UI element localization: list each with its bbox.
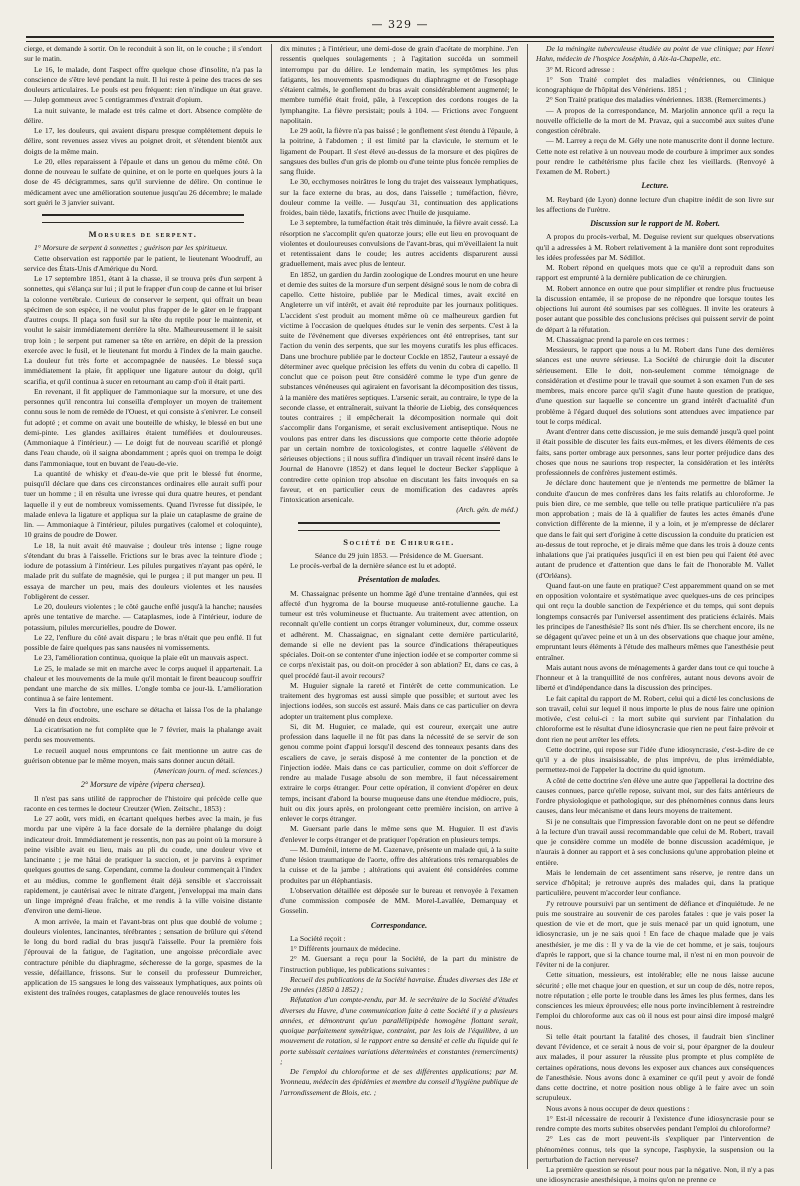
paragraph: cierge, et demande à sortir. On le reconduit à son lit, on le couche ; il s'endort sur le matin. <box>24 44 262 64</box>
paragraph: Cette doctrine, qui repose sur l'idée d'une idiosyncrasie, c'est-à-dire de ce qu'il y a de plus insaisissable, de plus imprévu, de plus irrémédiable, permettez-moi de l'appeler la doctrine du quid ignotum. <box>536 744 774 775</box>
section-separator <box>42 214 244 223</box>
paragraph: 2° Son Traité pratique des maladies vénériennes. 1838. (Remerciments.) <box>546 95 766 105</box>
paragraph: Si je ne consultais que l'impression favorable dont on ne peut se défendre à la lecture d'un travail aussi recommandable que celui de M. Robert, travail que je considère comme un modèle de bonne discussion académique, je n'aurais à donner au rapport et à ses conclusions qu'une approbation pleine et entière. <box>536 816 774 867</box>
paragraph: La quantité de whisky et d'eau-de-vie que prit le blessé fut énorme, puisqu'il déclare que dans ces circonstances ordinaires elle aurait suffi pour tuer un homme ; il en résulta une ivresse qui dura quatre heures, et pendant laquelle il y eut de nombreux vomissements. Quand l'ivresse fut dissipée, le malade enleva la ligature et appliqua sur la plaie un cataplasme de graine de lin. — Ammoniaque à l'intérieur, pilules purgatives (calomel et coloquinte), 10 grains de poudre de Dower. <box>24 468 262 540</box>
paragraph: Messieurs, le rapport que nous a lu M. Robert dans l'une des dernières séances est une œuvre sérieuse. La Société de chirurgie doit la discuter sérieusement. Elle le doit, non-seulement comme témoignage de considération et d'estime pour le travail que soumet à son examen l'un de ses membres, mais encore parce qu'il s'agit d'une haute question de pratique, d'une question sur laquelle se concentre un grand intérêt d'actualité d'un problème à l'égard duquel des solutions sont attendues avec impatience par tout le corps médical. <box>536 345 774 426</box>
paragraph: Le 17 septembre 1851, étant à la chasse, il se trouva près d'un serpent à sonnettes, qui s'élança sur lui ; il put le frapper d'un coup de canne et lui briser la colonne vertébrale. Curieux de conserver le serpent, qui offrait un beau spécimen de son espèce, il ne voulut plus frapper de le gâter en le frappant d'autres coups. Il plaça son fusil sur la tête du reptile pour le maintenir, et voulut le saisir immédiatement derrière la tête. Malheureusement il le saisit trop loin ; le serpent put ramener sa tête en arrière, en dépit de la pression exercée avec le fusil, et le lieutenant fut mordu à l'index de la main gauche. La douleur fut très forte et accompagnée de nausées. Le blessé suça immédiatement la plaie, fit appliquer une ligature autour du doigt, qu'il scarifia, et qu'il continua à sucer en retournant au camp d'où il était parti. <box>24 274 262 386</box>
paragraph: J'y retrouve poursuivi par un sentiment de défiance et d'inquiétude. Je ne puis me soustraire au souvenir de ces paroles fatales : que je vais poser la question de vie et de mort, que je suis menacé par un quid ignotum, une idiosyncrasie, un je ne sais quoi ! En face de chaque malade que je vais anesthésier, je me dis : Il y va de la vie de cet homme, et je sais, toujours d'après le rapport, que si la chance tourne mal, il n'est ni en mon pouvoir de l'éviter ni de la conjurer. <box>536 898 774 969</box>
paragraph: M. Huguier signale la rareté et l'intérêt de cette communication. Le traitement des hygromas est aussi simple que possible; et surtout avec les injections iodées, son succès est assuré. Mais dans ce cas particulier on devra adopter un traitement plus complexe. <box>280 680 518 721</box>
paragraph: Le 30, ecchymoses noirâtres le long du trajet des vaisseaux lymphatiques, sur la face externe du bras, au dos, dans l'aisselle ; tuméfaction, fièvre, douleur comme la veille. — Jusqu'au 31, continuation des applications froides, bain tiède, laxatifs, frictions avec l'huile de jusquiame. <box>280 177 518 217</box>
paragraph: Mais autant nous avons de ménagements à garder dans tout ce qui touche à l'honneur et à la tranquillité de nos confrères, autant nous devons avoir de liberté et d'indépendance dans la discussion des principes. <box>536 662 774 693</box>
paragraph: Le recueil auquel nous empruntons ce fait mentionne un autre cas de guérison obtenue par le même moyen, mais sans donner aucun détail. <box>24 745 262 765</box>
paragraph: Mais le lendemain de cet assentiment sans réserve, je rentre dans un service d'hôpital; je retrouve auprès des malades qui, dans la pratique particulière, peuvent m'accorder leur confiance. <box>536 867 774 898</box>
subheading: 2° Morsure de vipère (vipera chersea). <box>80 780 206 790</box>
paragraph: A propos du procès-verbal, M. Deguise revient sur quelques observations qu'il a adressées à M. Robert relativement à la manière dont sont reproduites les idées professées par M. Sédillot. <box>536 232 774 262</box>
paragraph: Le 17, les douleurs, qui avaient disparu presque complétement depuis le délire, sont revenues assez vives au poignet droit, et s'étendent bientôt aux doigts de la même main. <box>24 126 262 156</box>
page-number: — 329 — <box>371 18 429 31</box>
paragraph: — M. Duménil, interne de M. Cazenave, présente un malade qui, à la suite d'une lésion traumatique de l'aorte, offre des altérations très remarquables de la cuisse et de la jambe ; altérations qui avaient été considérées comme produites par un éléphantiasis. <box>280 844 518 885</box>
paragraph: Le 29 août, la fièvre n'a pas baissé ; le gonflement s'est étendu à l'épaule, à la poitrine, à l'abdomen ; il est limité par la clavicule, le sternum et le ligament de Poupart. Il s'est élevé au-dessus de la morsure et des piqûres de sangsues des bulles d'un gris de plomb ou d'une teinte plus foncée remplies de sang fluide. <box>280 126 518 176</box>
paragraph: La nuit suivante, le malade est très calme et dort. Absence complète de délire. <box>24 105 262 125</box>
paragraph: La première question se résout pour nous par la négative. Non, il n'y a pas une idiosyncrasie anesthésique, à moins qu'on ne prenne ce <box>536 1165 774 1185</box>
paragraph: De la méningite tuberculeuse étudiée au point de vue clinique; par Henri Hahn, médecin de l'hospice Joséphin, à Aix-la-Chapelle, etc. <box>536 44 774 64</box>
subheading: Correspondance. <box>370 920 428 930</box>
paragraph: Réfutation d'un compte-rendu, par M. le secrétaire de la Société d'études diverses du Havre, d'une communication faite à cette Société il y a plusieurs années, et démontrant qu'un parallélipipède homogène flottant serait, quoique parfaitement symétrique, contraint, par les lois de l'équilibre, à un mouvement de rotation, si le rapport entre sa densité et celle du liquide qui le porte subissait certaines variations déterminées et constantes (remerciments) ; <box>280 995 518 1066</box>
paragraph: En 1852, un gardien du Jardin zoologique de Londres mourut en une heure et demie des suites de la morsure d'un serpent désigné sous le nom de cobra di capello. Cette histoire, publiée par le Medical times, avait excité en Angleterre un vif intérêt, et avait été reproduite par les journaux politiques. L'accident s'est produit au moment même où ce malheureux gardien fut victime à l'occasion de quelques études sur le venin des serpents. C'est à la suite de l'événement que diverses expériences ont été entreprises, tant sur l'action du venin des serpents, que sur les moyens curatifs les plus efficaces. Dans une brochure publiée par le docteur Cockle en 1852, l'auteur a essayé de déterminer avec quelque précision les effets du venin du cobra di capello. Il conclut que ce poison peut être considéré comme le type d'un genre de substances vénéneuses qui agiraient en favorisant la décomposition des tissus, à la manière des matières septiques. L'arsenic serait, au contraire, le type de la seconde classe, et entraînerait, suivant la théorie de Liebig, des conséquences toutes contraires ; il empêcherait la décomposition normale qui doit s'accomplir dans l'organisme, et serait exclusivement antiseptique. Nous ne voulons pas entrer dans les discussions que comporte cette théorie adoptée par un certain nombre de toxicologistes, et contre laquelle s'élèvent de sérieuses objections ; il nous suffira d'indiquer un travail récent inséré dans le Journal de Hanovre (1852) et dans lequel le docteur Becker s'applique à contredire cette opinion trop absolue en discutant les faits invoqués en sa faveur, et en particulier ceux de momification des cadavres après l'intoxication arsenicale. <box>280 269 518 504</box>
subheading: Lecture. <box>641 181 669 191</box>
paragraph: Quand faut-on une faute en pratique? C'est apparemment quand on se met en opposition volontaire et systématique avec quelques-uns de ces principes qui ont reçu la double sanction de l'expérience et du temps, qui sont depuis longtemps consacrés par l'universel assentiment des praticiens éclairés. Mais les principes de l'anesthésie? Ils sont nés d'hier. Ils se cherchent encore, ils ne se dégagent qu'avec peine et un à un des observations que chaque jour amène, empruntant leurs éléments à l'étude des malheurs mêmes que l'anesthésie peut entraîner. <box>536 580 774 662</box>
paragraph: Le 20, elles reparaissent à l'épaule et dans un genou du même côté. On donne de nouveau le sulfate de quinine, et on le porte en quelques jours à la dose de 45 décigrammes, sans qu'il survienne de délire. On continue le médicament avec une amélioration soutenue jusqu'au 26 décembre; le malade sort guéri le 3 janvier suivant. <box>24 156 262 207</box>
paragraph: 2° Les cas de mort peuvent-ils s'expliquer par l'intervention de phénomènes connus, tels que la syncope, l'asphyxie, la suspension ou la perturbation de l'action nerveuse? <box>536 1134 774 1164</box>
section-separator <box>298 522 500 531</box>
paragraph: La cicatrisation ne fut complète que le 7 février, mais la phalange avait perdu ses mouvements. <box>24 725 262 745</box>
paragraph: M. Chassaignac prend la parole en ces termes : <box>546 334 689 344</box>
paragraph: Vers la fin d'octobre, une eschare se détacha et laissa l'os de la phalange dénudé en deux endroits. <box>24 704 262 724</box>
paragraph: 1° Est-il nécessaire de recourir à l'existence d'une idiosyncrasie pour se rendre compte des morts subites observées pendant l'emploi du chloroforme? <box>536 1113 774 1133</box>
paragraph: M. Robert répond en quelques mots que ce qu'il a reproduit dans son rapport est emprunté à la dernière publication de ce chirurgien. <box>536 263 774 283</box>
paragraph: Le 16, le malade, dont l'aspect offre quelque chose d'insolite, n'a pas la conscience de s'être levé pendant la nuit. Il lui reste à peine des traces de ses douleurs articulaires. Le pouls est peu fréquent: rien n'indique un état grave. — Julep gommeux avec 5 centigrammes d'extrait d'opium. <box>24 64 262 105</box>
paragraph: 3° M. Ricord adresse : <box>546 64 615 74</box>
subheading: 1° Morsure de serpent à sonnettes ; guérison par les spiritueux. <box>34 243 228 253</box>
paragraph: M. Reybard (de Lyon) donne lecture d'un chapitre inédit de son livre sur les affections de l'urètre. <box>536 194 774 214</box>
paragraph: Le 23, l'amélioration continua, quoique la plaie eût un mauvais aspect. <box>34 653 249 663</box>
paragraph: Le procès-verbal de la dernière séance est lu et adopté. <box>290 561 457 570</box>
section-heading: Société de Chirurgie. <box>343 536 455 547</box>
paragraph: Si, dit M. Huguier, ce malade, qui est coureur, exerçait une autre profession dans laquelle il ne fût pas dans la nécessité de se servir de son genou comme point d'appui lorsqu'il descend des tonneaux pesants dans des escaliers de cave, je serais disposé à me contenter de la ponction et de l'injection iodée. Mais dans ce cas particulier, comme on doit s'efforcer de rendre au malade l'usage absolu de son membre, il faut nécessairement extraire le corps étranger. Pour cette opération, il convient d'opérer en deux temps, incisant d'abord la bourse muqueuse dans une étendue médiocre, puis, huit ou dix jours après, en prolongeant cette première incision, on arrive à enlever le corps étranger. <box>280 721 518 823</box>
paragraph: M. Robert annonce en outre que pour simplifier et rendre plus fructueuse la discussion entamée, il se propose de ne répondre que lorsque toutes les objections lui auront été soumises par ses collègues. Il invite les orateurs à poser autant que possible des conclusions précises qui puissent servir de point de départ à la réfutation. <box>536 283 774 334</box>
header-rule <box>26 36 774 42</box>
column-divider <box>527 44 528 1169</box>
paragraph: Le 20, douleurs violentes ; le côté gauche enflé jusqu'à la hanche; nausées après une tentative de marche. — Cataplasmes, iode à l'intérieur, iodure de potassium, pilules mercurielles, poudre de Dower. <box>24 602 262 632</box>
paragraph: Cette situation, messieurs, est intolérable; elle ne nous laisse aucune sécurité ; elle met chaque jour en question, et sur un coup de dés, notre repos, notre réputation ; elle porte le trouble dans les âmes les plus fermes, dans les consciences les mieux éprouvées; elle nous porte invinciblement à restreindre l'emploi du chloroforme aux cas où il nous est pour ainsi dire imposé malgré nous. <box>536 970 774 1031</box>
paragraph: Le 3 septembre, la tuméfaction était très diminuée, la fièvre avait cessé. La résorption ne s'accomplit qu'en quatorze jours; elle eut lieu en provoquant de violentes et douloureuses convulsions de l'avant-bras, qui m'éveillaient la nuit et retentissaient dans le coude; les autres accidents disparurent aussi graduellement, mais avec plus de lenteur. <box>280 218 518 269</box>
source-citation: (American journ. of med. sciences.) <box>153 766 262 775</box>
paragraph: Avant d'entrer dans cette discussion, je me suis demandé jusqu'à quel point il était possible de discuter les faits eux-mêmes, et les divers éléments de ces faits, sans porter ombrage aux personnes, sans leur porter préjudice dans des choses que nous ne saurions trop respecter, la considération et les intérêts professionnels de confrères justement estimés. <box>536 427 774 477</box>
subheading: Présentation de malades. <box>357 575 441 585</box>
paragraph: Le 18, la nuit avait été mauvaise ; douleur très intense ; ligne rouge s'étendant du bras à l'aisselle. Frictions sur le bras avec la teinture d'iode ; iodure de potassium à l'intérieur. Les pilules purgatives n'ayant pas opéré, le malade prit du sulfate de magnésie, qui le purgea ; il put manger un peu. Il essaya de marcher un peu, mais des douleurs violentes et les nausées l'obligèrent de cesser. <box>24 540 262 601</box>
paragraph: Cette observation est rapportée par le patient, le lieutenant Woodruff, au service des États-Unis d'Amérique du Nord. <box>24 253 262 273</box>
paragraph: 2° M. Guersant a reçu pour la Société, de la part du ministre de l'instruction publique, les publications suivantes : <box>280 954 518 974</box>
paragraph: Recueil des publications de la Société havraise. Études diverses des 18e et 19e années (1850 à 1852) ; <box>280 974 518 994</box>
column-right <box>536 44 774 1185</box>
paragraph: M. Chassaignac présente un homme âgé d'une trentaine d'années, qui est affecté d'un hygroma de la bourse muqueuse anté-rotulienne gauche. La tumeur est très volumineuse et fluctuante. Au traitement avec attention, on reconnaît qu'elle contient un corps étranger volumineux, dur, comme osseux et adhérent. M. Chassaignac, en signalant cette dernière particularité, demande si elle ne devient pas la source d'indications thérapeutiques spéciales. Doit-on se contenter d'une injection iodée et se comporter comme si ce corps n'existait pas, ou doit-on procéder à son ablation? Et, dans ce cas, à quel procédé faut-il avoir recours? <box>280 588 518 680</box>
paragraph: 1° Différents journaux de médecine. <box>290 944 401 953</box>
paragraph: A côté de cette doctrine s'en élève une autre que j'appellerai la doctrine des causes connues, parce qu'elle repose, suivant moi, sur des faits antérieurs de l'ordre physiologique et pathologique, sur des phénomènes connus dans leurs causes, dans leur mécanisme et dans leurs moyens de traitement. <box>536 775 774 816</box>
subheading: Discussion sur le rapport de M. Robert. <box>590 219 720 228</box>
paragraph: Le 27 août, vers midi, en écartant quelques herbes avec la main, je fus mordu par une vipère à la face dorsale de la dernière phalange du doigt indicateur droit. Immédiatement je ressentis, non pas au point où la morsure à peine visible avait eu lieu, mais au pli du coude, une douleur vive et lancinante ; je me hâtai de pratiquer la succion, et je parvins à exprimer quelques gouttes de sang. Cependant, comme la douleur commençait à l'index et au médius, comme le gonflement était déjà sensible et s'accroissait rapidement, je cautérisai avec le nitrate d'argent, j'enveloppai ma main dans un linge imprégné d'eau fraîche, et me rendis à la ville voisine distante d'environ une demi-lieue. <box>24 814 262 916</box>
paragraph: Le 22, l'enflure du côté avait disparu ; le bras n'était que peu enflé. Il fut possible de faire quelques pas sans nausées ni vomissements. <box>24 632 262 652</box>
paragraph: De l'emploi du chloroforme et de ses différentes applications; par M. Yvonneau, médecin des épidémies et membre du conseil d'hygiène publique de l'arrondissement de Blois, etc. ; <box>280 1067 518 1097</box>
paragraph: Le 25, le malade se mit en marche avec le corps auquel il appartenait. La chaleur et les mouvements de la mule qu'il montait le firent beaucoup souffrir pendant une marche de six milles. L'ongle tomba ce jour-là. L'amélioration continua à se faire lentement. <box>24 663 262 704</box>
source-citation: (Arch. gén. de méd.) <box>456 505 518 515</box>
paragraph: En revenant, il fit appliquer de l'ammoniaque sur la morsure, et une des personnes qu'il rencontra lui conseilla d'employer un moyen de traitement connu sous le nom de remède de l'Ouest, et qui consiste à s'enivrer. Le conseil fut adopté ; et comme on avait une bouteille de whisky, le blessé en but une demi-pinte. Les glandes axillaires étaient tuméfiées et douloureuses. (Ammoniaque à l'intérieur.) — Le doigt fut de nouveau scarifié et plongé dans l'eau chaude, où il saigna abondamment ; après quoi on trempa le doigt dans l'ammoniaque, tout en buvant de l'eau-de-vie. <box>24 386 262 468</box>
paragraph: A mon arrivée, la main et l'avant-bras ont plus que doublé de volume ; douleurs violentes, lancinantes, térébrantes ; sensation de brûlure qui s'étend le long du bord radial du bras jusqu'à l'aisselle. Pour la première fois j'éprouvai de la fatigue, de l'agitation, une angoisse précordiale avec contracture pénible du diaphragme, sécheresse de la gorge, spasmes de la vessie, défaillance, frissons. Sur le conseil du professeur Dumreicher, application de 15 sangsues le long des vaisseaux lymphatiques, aux points où existent des traînées rouges, cataplasmes de glace renouvelés toutes les <box>24 916 262 998</box>
paragraph: Il n'est pas sans utilité de rapprocher de l'histoire qui précède celle que raconte en ces termes le docteur Creutzer (Wien. Zeitschr., 1853) : <box>24 793 262 813</box>
column-left <box>24 44 262 1169</box>
paragraph: La Société reçoit : <box>290 933 346 943</box>
paragraph: Si telle était pourtant la fatalité des choses, il faudrait bien s'incliner devant l'évidence, et ce serait à nous de voir si, pour épargner de la douleur aux malades, il pour assurer la réussite plus prompte et plus complète de certaines opérations, nous devons les exposer aux chances aux conséquences de l'anesthésie. Nous avons donc à examiner ce qu'il peut y avoir de fondé dans cette doctrine, et notre position nous oblige à le faire avec un soin scrupuleux. <box>536 1031 774 1103</box>
column-divider <box>271 44 272 1169</box>
paragraph: Je déclare donc hautement que je n'entends me permettre de blâmer la conduite d'aucun de mes confrères dans les faits relatifs au chloroforme. Je puis bien dire, ce me semble, que telle ou telle pratique particulière n'a pas mon approbation ; mais de là à qualifier de fautes les actes émanés d'une conviction différente de la mienne, il y a loin, et je m'empresse de déclarer que dans le fait qui sert d'origine à cette discussion la conduite du praticien est au-dessus de tout reproche, et je dirais même que dans les trois à douze cents inhalations que j'ai pratiquées jusqu'ici il en est bien peu qui l'aient été avec autant de prudence et d'attention que dans le fait de l'honorable M. Vallet (d'Orléans). <box>536 478 774 580</box>
paragraph: Le fait capital du rapport de M. Robert, celui qui a dicté les conclusions de son travail, celui sur lequel il nous importe le plus de nous faire une opinion motivée, c'est celui-ci : la mort subite qui survient par l'inhalation du chloroforme est le résultat d'une idiosyncrasie que rien ne peut faire prévoir et dont rien ne peut arrêter les effets. <box>536 693 774 744</box>
column-middle <box>280 44 518 1169</box>
paragraph: M. Guersant parle dans le même sens que M. Huguier. Il est d'avis d'enlever le corps étranger et de pratiquer l'opération en plusieurs temps. <box>280 824 518 844</box>
paragraph: 1° Son Traité complet des maladies vénériennes, ou Clinique iconographique de l'hôpital des Vénériens. 1851 ; <box>536 74 774 94</box>
paragraph: dix minutes ; à l'intérieur, une demi-dose de grain d'acétate de morphine. J'en ressentis quelques soulagements ; à l'agitation succéda un sommeil interrompu par du délire. Le lendemain matin, les symptômes les plus fatigants, les mouvements spasmodiques du diaphragme et de l'œsophage s'étaient calmés, le gonflement du bras avait considérablement augmenté; le membre tuméfié était froid, pâle, à l'exception des cordons rouges de la lymphangite. La fièvre persistait; pouls à 104. — Frictions avec l'onguent napolitain. <box>280 44 518 125</box>
session-line: Séance du 29 juin 1853. — Présidence de M. Guersant. <box>314 550 484 560</box>
paragraph: — M. Larrey a reçu de M. Gély une note manuscrite dont il donne lecture. Cette note est relative à un nouveau mode de courbure à imprimer aux sondes pour rendre le cathétérisme plus facile chez les vieillards. (Renvoyé à l'examen de M. Robert.) <box>536 136 774 176</box>
paragraph: L'observation détaillée est déposée sur le bureau et renvoyée à l'examen d'une commission composée de MM. Morel-Lavallée, Demarquay et Gosselin. <box>280 885 518 916</box>
paragraph: Nous avons à nous occuper de deux questions : <box>546 1103 690 1113</box>
paragraph: — A propos de la correspondance, M. Marjolin annonce qu'il a reçu la nouvelle officielle de la mort de M. Pravaz, qui a succombé aux suites d'une congestion cérébrale. <box>536 105 774 135</box>
section-heading: Morsures de serpent. <box>88 229 198 239</box>
